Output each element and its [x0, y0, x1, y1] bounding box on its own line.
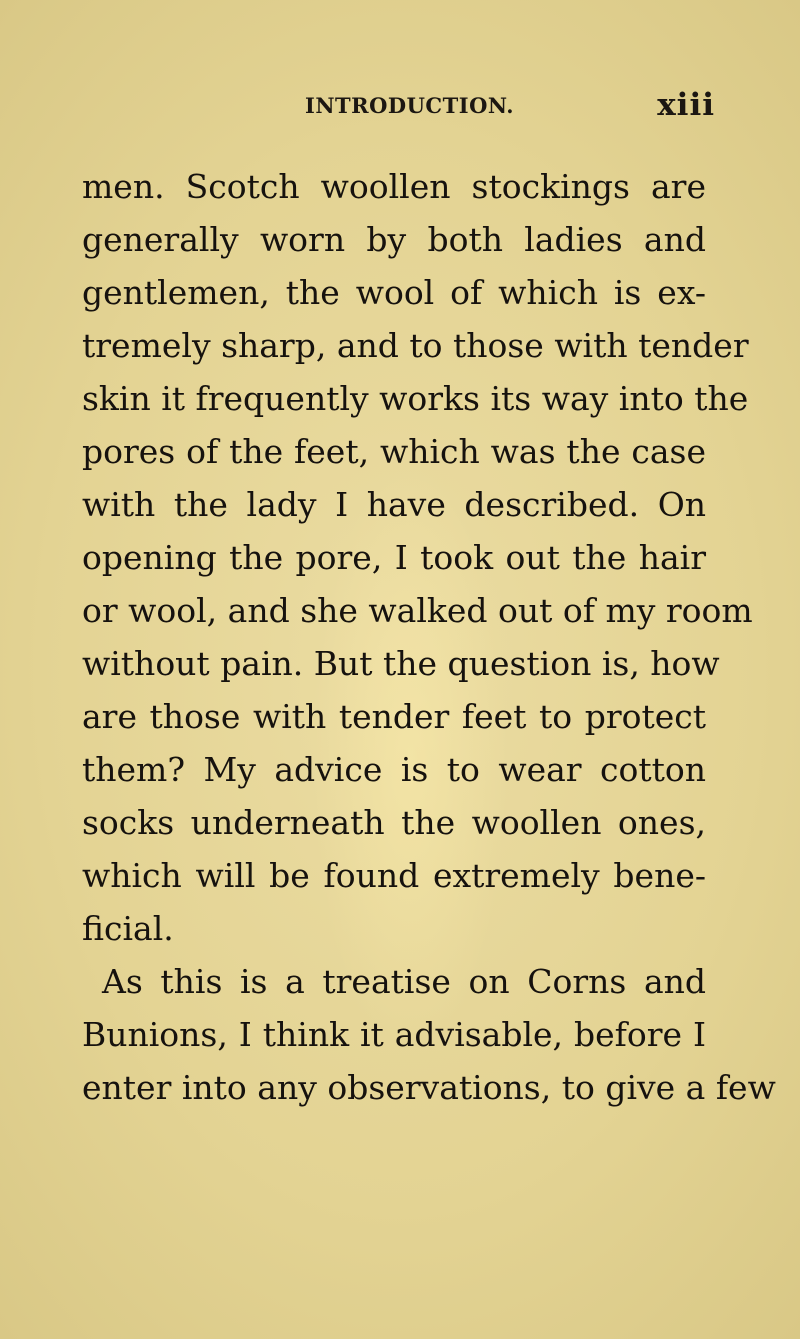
text-line: skin it frequently works its way into the	[82, 379, 749, 418]
text-line: gentlemen, the wool of which is ex-	[82, 273, 706, 312]
text-line: generally worn by both ladies and	[82, 220, 706, 259]
text-line: them? My advice is to wear cotton	[82, 750, 706, 789]
running-head-title: INTRODUCTION.	[305, 93, 515, 118]
page-number: xiii	[657, 87, 715, 123]
text-line: enter into any observations, to give a few	[82, 1068, 776, 1107]
body-text	[82, 160, 776, 1114]
text-line: Bunions, I think it advisable, before I	[82, 1015, 706, 1054]
text-line: without pain. But the question is, how	[82, 644, 720, 683]
text-line: socks underneath the woollen ones,	[82, 803, 706, 842]
text-line: with the lady I have described. On	[82, 485, 706, 524]
text-line: or wool, and she walked out of my room	[82, 591, 753, 630]
text-line: pores of the feet, which was the case	[82, 432, 706, 471]
text-line: which will be found extremely bene-	[82, 856, 706, 895]
text-line: men. Scotch woollen stockings are	[82, 167, 706, 206]
running-head	[305, 87, 715, 133]
text-line: ficial.	[82, 909, 174, 948]
text-line: are those with tender feet to protect	[82, 697, 706, 736]
text-line: As this is a treatise on Corns and	[102, 962, 706, 1001]
text-line: opening the pore, I took out the hair	[82, 538, 706, 577]
text-line: tremely sharp, and to those with tender	[82, 326, 749, 365]
